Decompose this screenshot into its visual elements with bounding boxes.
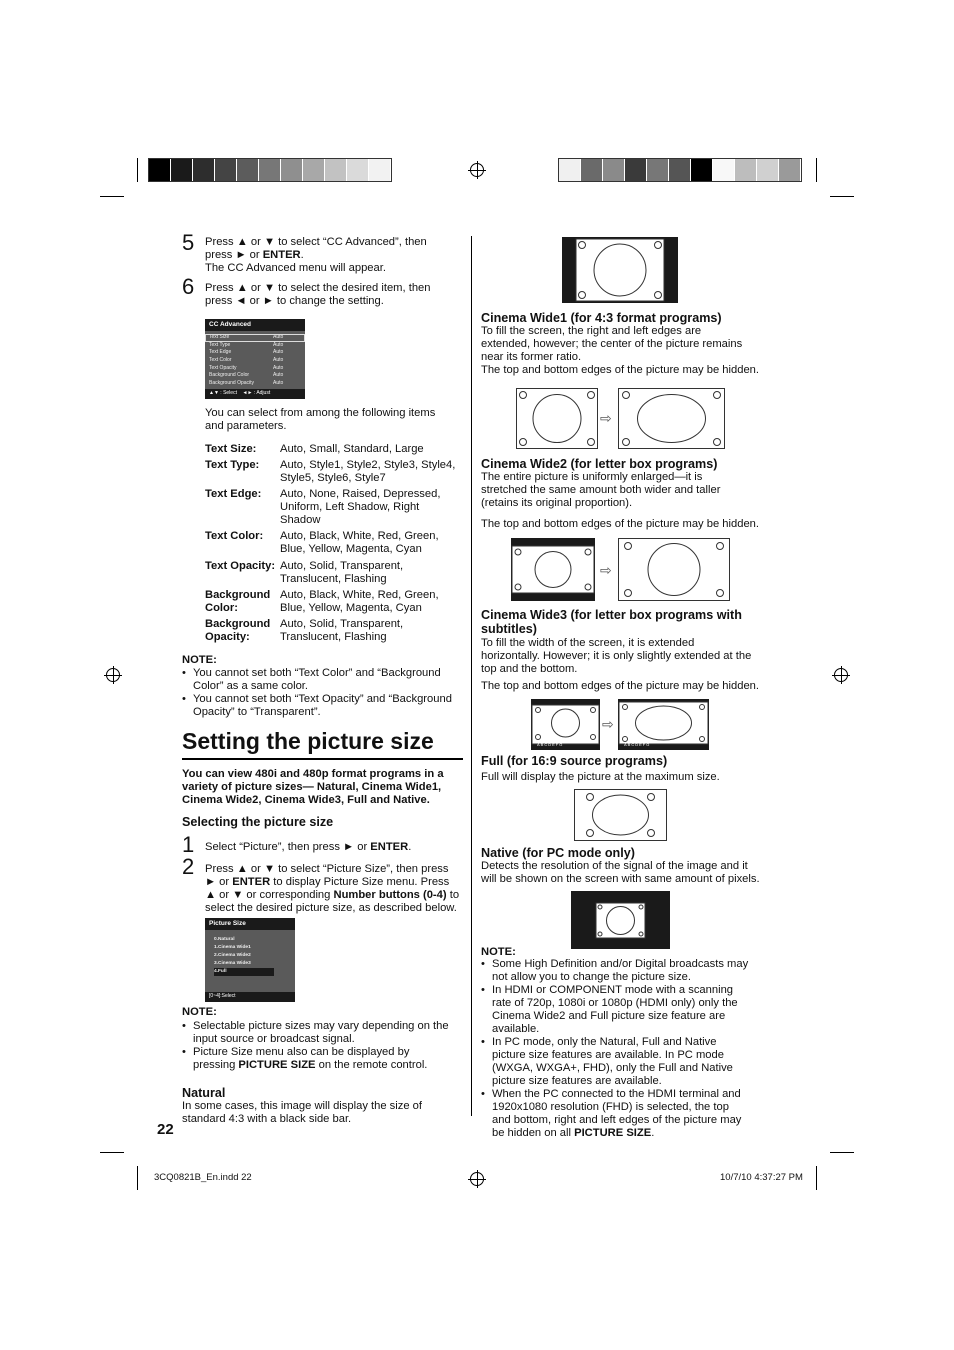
- arrow-right-icon: ⇨: [600, 410, 612, 426]
- footer-timestamp: 10/7/10 4:37:27 PM: [720, 1172, 803, 1183]
- subtitle-text: ABCDEFG: [537, 742, 564, 747]
- step-2-text: Press ▲ or ▼ to select “Picture Size”, then press ► or ENTER to display Picture Size menu. Press ▲ or ▼ or corresponding Number buttons (0-4) to select the desired picture size, as described below.: [205, 863, 460, 914]
- step-number: 2: [182, 854, 195, 879]
- cc-advanced-menu: [205, 319, 305, 399]
- menu-row[interactable]: Text Edge Auto: [209, 349, 284, 356]
- note-title: NOTE:: [182, 1006, 217, 1018]
- cinema-wide3-extra: The top and bottom edges of the picture may be hidden.: [481, 680, 760, 692]
- page-number: 22: [157, 1121, 174, 1138]
- cinema-wide1-after: [618, 388, 725, 449]
- note-item: • In HDMI or COMPONENT mode with a scanning rate of 720p, 1080i or 1080p (HDMI only) only the Cinema Wide2 and Full picture size feature are available.: [481, 984, 771, 1036]
- menu-row[interactable]: Background Color Auto: [209, 372, 284, 379]
- cinema-wide1-before: [516, 388, 598, 449]
- cinema-wide3-before: [531, 699, 600, 750]
- selecting-heading: Selecting the picture size: [182, 815, 334, 829]
- intro-text: You can view 480i and 480p format programs in a variety of picture sizes— Natural, Cinema Wide1, Cinema Wide2, Cinema Wide3, Full and Native.: [182, 768, 444, 806]
- crop-mark: [100, 1152, 124, 1153]
- menu-footer: ▲▼ : Select ◄► : Adjust: [205, 389, 305, 399]
- registration-mark-icon: [834, 668, 848, 682]
- menu-row[interactable]: Text Size Auto: [205, 334, 305, 342]
- step-number: 6: [182, 274, 195, 299]
- menu-item[interactable]: 2.Cinema Wide2: [214, 953, 251, 958]
- note-list: [182, 667, 467, 719]
- menu-item[interactable]: 4.Full: [214, 968, 274, 976]
- registration-mark-icon: [470, 1172, 484, 1186]
- crop-mark: [816, 1166, 817, 1190]
- crop-mark: [816, 158, 817, 182]
- menu-title: Picture Size: [205, 918, 295, 930]
- column-divider: [471, 236, 472, 1116]
- native-text: Detects the resolution of the signal of the image and it will be shown on the screen with same amount of pixels.: [481, 860, 760, 885]
- natural-heading: Natural: [182, 1086, 226, 1100]
- note-item: • You cannot set both “Text Opacity” and “Background Opacity” to “Transparent”.: [182, 693, 467, 719]
- full-illustration: [574, 789, 667, 841]
- note-item: • Selectable picture sizes may vary depending on the input source or broadcast signal.: [182, 1020, 467, 1046]
- native-illustration: [571, 891, 670, 949]
- note-item: • When the PC connected to the HDMI terminal and 1920x1080 resolution (FHD) is selected, the top and bottom, right and left edges of the picture may be hidden on all PICTURE SIZE.: [481, 1088, 771, 1140]
- cinema-wide3-after: [618, 699, 709, 750]
- note-list: [481, 958, 771, 1140]
- note-item: • Some High Definition and/or Digital broadcasts may not allow you to change the picture size.: [481, 958, 771, 984]
- full-text: Full will display the picture at the maximum size.: [481, 771, 720, 783]
- native-heading: Native (for PC mode only): [481, 846, 635, 860]
- note-list: [182, 1020, 467, 1072]
- step-1-text: Select “Picture”, then press ► or ENTER.: [205, 841, 412, 853]
- menu-item[interactable]: 1.Cinema Wide1: [214, 945, 251, 950]
- parameter-table: Text Size: Auto, Small, Standard, Large Text Type: Auto, Style1, Style2, Style3, Style4, Style5, Style6, Style7 Text Edge: Auto, None, Raised, Depressed, Uniform, Left Shadow, Right Shadow Text Color: Auto, Black, White, Red, Green, Blue, Yellow, Magenta, Cyan Text Opacity: Auto, Solid, Transparent, Translucent, Flashing Background Color: Auto, Black, White, Red, Green, Blue, Yellow, Magenta, Cyan Background Opacity: Auto, Solid, Transparent, Translucent, Flashing: [205, 443, 456, 643]
- natural-illustration: [562, 237, 678, 303]
- cinema-wide1-text: To fill the screen, the right and left edges are extended, however; the center of the picture remains near its former ratio. The top and bottom edges of the picture may be hidden.: [481, 325, 760, 376]
- crop-mark: [830, 1152, 854, 1153]
- registration-mark-icon: [106, 668, 120, 682]
- menu-item[interactable]: 0.Natural: [214, 937, 235, 942]
- menu-row[interactable]: Background Opacity Auto: [209, 380, 284, 387]
- cinema-wide3-text: To fill the width of the screen, it is extended horizontally. However; it is only slightly extended at the top and the bottom.: [481, 637, 752, 675]
- subtitle-text: ABCDEFG: [624, 742, 651, 747]
- color-bar-left: [148, 158, 392, 182]
- crop-mark: [830, 196, 854, 197]
- menu-row[interactable]: Text Type Auto: [209, 341, 284, 348]
- cinema-wide2-text: The entire picture is uniformly enlarged—it is stretched the same amount both wider and taller (retains its original proportion).: [481, 471, 721, 509]
- arrow-right-icon: ⇨: [602, 716, 614, 732]
- note-item: • You cannot set both “Text Color” and “Background Color” as a same color.: [182, 667, 467, 693]
- registration-mark-icon: [470, 163, 484, 177]
- cinema-wide3-heading: Cinema Wide3 (for letter box programs with subtitles): [481, 608, 742, 636]
- cinema-wide2-before: [511, 538, 595, 601]
- cinema-wide2-extra: The top and bottom edges of the picture may be hidden.: [481, 518, 760, 530]
- menu-footer: [0~4]:Select: [205, 992, 295, 1002]
- footer-file: 3CQ0821B_En.indd 22: [154, 1172, 252, 1183]
- menu-row[interactable]: Text Color Auto: [209, 357, 284, 364]
- step-number: 5: [182, 230, 195, 255]
- crop-mark: [100, 196, 124, 197]
- color-bar-right: [558, 158, 802, 182]
- picture-size-menu: [205, 918, 295, 1002]
- section-rule: [182, 758, 463, 760]
- cinema-wide1-heading: Cinema Wide1 (for 4:3 format programs): [481, 311, 722, 325]
- note-item: • In PC mode, only the Natural, Full and Native picture size features are available. In PC mode (WXGA, WXGA+, FHD), only the Full and Native picture size features are available.: [481, 1036, 771, 1088]
- note-title: NOTE:: [481, 946, 516, 958]
- select-intro: You can select from among the following items and parameters.: [205, 407, 436, 432]
- step-number: 1: [182, 832, 195, 857]
- cinema-wide2-after: [618, 538, 730, 601]
- menu-row[interactable]: Text Opacity Auto: [209, 364, 284, 371]
- section-title: Setting the picture size: [182, 728, 434, 754]
- menu-title: CC Advanced: [205, 319, 305, 331]
- note-title: NOTE:: [182, 654, 217, 666]
- arrow-right-icon: ⇨: [600, 562, 612, 578]
- menu-item[interactable]: 3.Cinema Wide3: [214, 961, 251, 966]
- natural-text: In some cases, this image will display the size of standard 4:3 with a black side bar.: [182, 1100, 423, 1125]
- full-heading: Full (for 16:9 source programs): [481, 754, 668, 768]
- step-6-text: Press ▲ or ▼ to select the desired item, then press ◄ or ► to change the setting.: [205, 282, 431, 307]
- note-item: • Picture Size menu also can be displayed by pressing PICTURE SIZE on the remote control.: [182, 1046, 467, 1072]
- cinema-wide2-heading: Cinema Wide2 (for letter box programs): [481, 457, 718, 471]
- step-5-text: Press ▲ or ▼ to select “CC Advanced”, then press ► or ENTER. The CC Advanced menu will appear.: [205, 236, 427, 274]
- crop-mark: [137, 158, 138, 182]
- crop-mark: [137, 1166, 138, 1190]
